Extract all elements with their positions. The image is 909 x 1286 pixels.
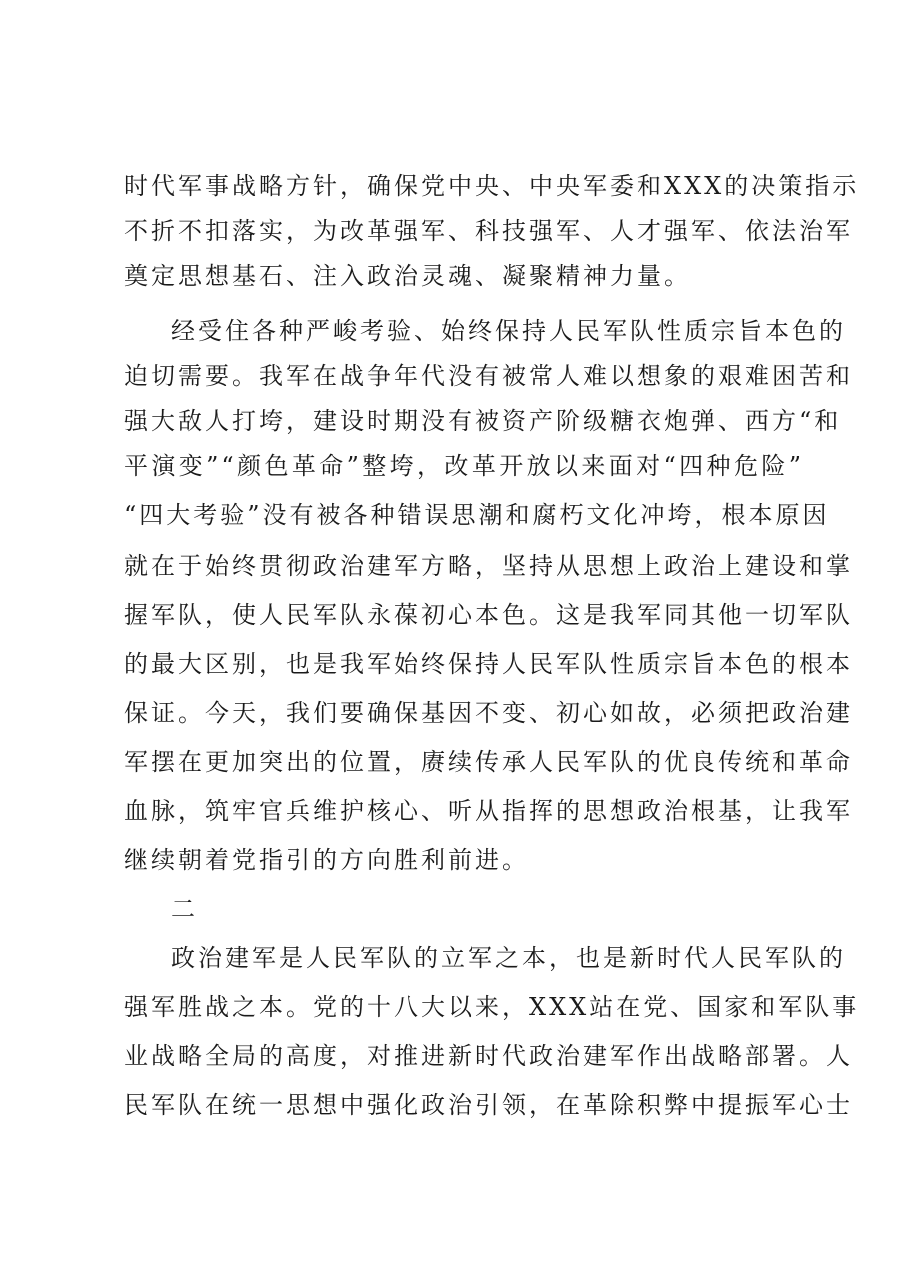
text-line: 握军队，使人民军队永葆初心本色。这是我军同其他一切军队 bbox=[124, 601, 853, 629]
text-line: 奠定思想基石、注入政治灵魂、凝聚精神力量。 bbox=[124, 262, 691, 290]
paragraph-first-line: 政治建军是人民军队的立军之本，也是新时代人民军队的 bbox=[171, 944, 846, 972]
text-line: 强军胜战之本。党的十八大以来，XXX站在党、国家和军队事 bbox=[124, 993, 860, 1021]
section-heading: 二 bbox=[171, 895, 198, 923]
paragraph-first-line: 经受住各种严峻考验、始终保持人民军队性质宗旨本色的 bbox=[171, 317, 846, 345]
text-line: 不折不扣落实，为改革强军、科技强军、人才强军、依法治军 bbox=[124, 217, 853, 245]
text-line: 强大敌人打垮，建设时期没有被资产阶级糖衣炮弹、西方“和 bbox=[124, 407, 842, 435]
text-line: 时代军事战略方针，确保党中央、中央军委和XXX的决策指示 bbox=[124, 172, 860, 200]
text-line: 业战略全局的高度，对推进新时代政治建军作出战略部署。人 bbox=[124, 1042, 853, 1070]
text-line: 民军队在统一思想中强化政治引领，在革除积弊中提振军心士 bbox=[124, 1091, 853, 1119]
text-line: 继续朝着党指引的方向胜利前进。 bbox=[124, 846, 529, 874]
text-line: 血脉，筑牢官兵维护核心、听从指挥的思想政治根基，让我军 bbox=[124, 797, 853, 825]
text-line: 保证。今天，我们要确保基因不变、初心如故，必须把政治建 bbox=[124, 699, 853, 727]
text-line: 的最大区别，也是我军始终保持人民军队性质宗旨本色的根本 bbox=[124, 650, 853, 678]
text-line: “四大考验”没有被各种错误思潮和腐朽文化冲垮，根本原因 bbox=[124, 501, 830, 529]
text-line: 平演变”“颜色革命”整垮，改革开放以来面对“四种危险” bbox=[124, 452, 804, 480]
text-line: 军摆在更加突出的位置，赓续传承人民军队的优良传统和革命 bbox=[124, 748, 853, 776]
text-line: 就在于始终贯彻政治建军方略，坚持从思想上政治上建设和掌 bbox=[124, 552, 853, 580]
text-line: 迫切需要。我军在战争年代没有被常人难以想象的艰难困苦和 bbox=[124, 362, 853, 390]
